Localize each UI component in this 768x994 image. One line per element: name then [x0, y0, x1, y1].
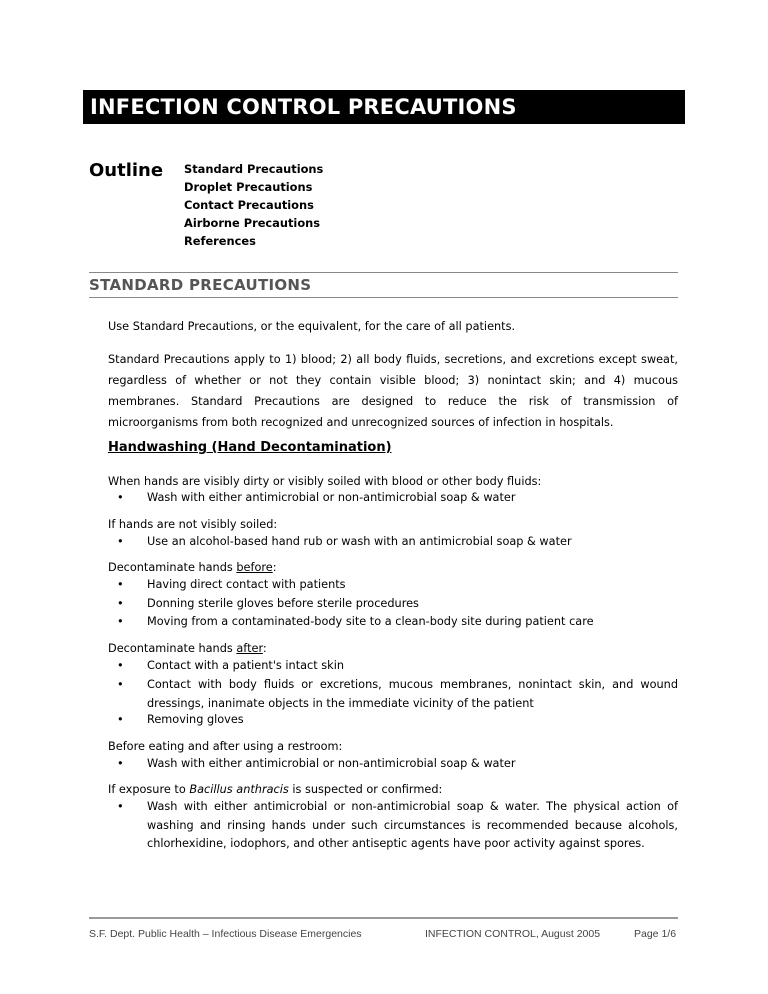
- list-item: • Wash with either antimicrobial or non-antimicrobial soap & water. The physical action of washing and rinsing hands under such circumstances is recommended because alcohols, chlorhexidine, iodophors, and other antiseptic agents have poor activity against spores.: [147, 798, 678, 854]
- outline-label: Outline: [89, 160, 164, 181]
- section-description: Standard Precautions apply to 1) blood; 2) all body fluids, secretions, and excretions except sweat, regardless of whether or not they contain visible blood; 3) nonintact skin; and 4) mucous membranes. Standard Precautions are designed to reduce the risk of transmission of microorganisms from both recognized and unrecognized sources of infection in hospitals.: [108, 353, 678, 429]
- footer-organization: S.F. Dept. Public Health – Infectious Disease Emergencies: [89, 928, 362, 940]
- list-item: • Use an alcohol-based hand rub or wash with an antimicrobial soap & water: [147, 533, 678, 551]
- visibly-dirty-label: When hands are visibly dirty or visibly soiled with blood or other body fluids:: [108, 475, 542, 488]
- section-heading: STANDARD PRECAUTIONS: [89, 276, 312, 294]
- not-soiled-label: If hands are not visibly soiled:: [108, 518, 278, 531]
- outline-item-airborne: Airborne Precautions: [184, 216, 321, 230]
- footer-page-number: Page 1/6: [634, 928, 677, 940]
- section-intro: Use Standard Precautions, or the equivalent, for the care of all patients.: [108, 320, 516, 333]
- outline-item-references: References: [184, 234, 256, 248]
- list-item: • Contact with a patient's intact skin: [147, 657, 678, 675]
- list-item: • Removing gloves: [147, 711, 678, 729]
- outline-list: [184, 160, 323, 250]
- section-rule-top: [89, 272, 678, 273]
- footer-rule: [89, 917, 678, 919]
- list-item: • Wash with either antimicrobial or non-antimicrobial soap & water: [147, 489, 678, 507]
- outline-item-standard: Standard Precautions: [184, 162, 324, 176]
- anthracis-label: If exposure to Bacillus anthracis is suspected or confirmed:: [108, 783, 443, 796]
- restroom-label: Before eating and after using a restroom:: [108, 740, 343, 753]
- list-item: • Having direct contact with patients: [147, 576, 678, 594]
- list-item: • Wash with either antimicrobial or non-antimicrobial soap & water: [147, 755, 678, 773]
- handwashing-heading: Handwashing (Hand Decontamination): [108, 440, 392, 455]
- list-item: • Contact with body fluids or excretions, mucous membranes, nonintact skin, and wound dressings, inanimate objects in the immediate vicinity of the patient: [147, 675, 678, 713]
- section-rule-bottom: [89, 297, 678, 298]
- list-item: • Moving from a contaminated-body site to a clean-body site during patient care: [147, 613, 678, 631]
- document-title: INFECTION CONTROL PRECAUTIONS: [83, 90, 685, 124]
- before-label: Decontaminate hands before:: [108, 561, 277, 574]
- list-item: • Donning sterile gloves before sterile procedures: [147, 595, 678, 613]
- outline-item-droplet: Droplet Precautions: [184, 180, 313, 194]
- after-label: Decontaminate hands after:: [108, 642, 267, 655]
- outline-item-contact: Contact Precautions: [184, 198, 314, 212]
- footer-document-date: INFECTION CONTROL, August 2005: [425, 928, 601, 940]
